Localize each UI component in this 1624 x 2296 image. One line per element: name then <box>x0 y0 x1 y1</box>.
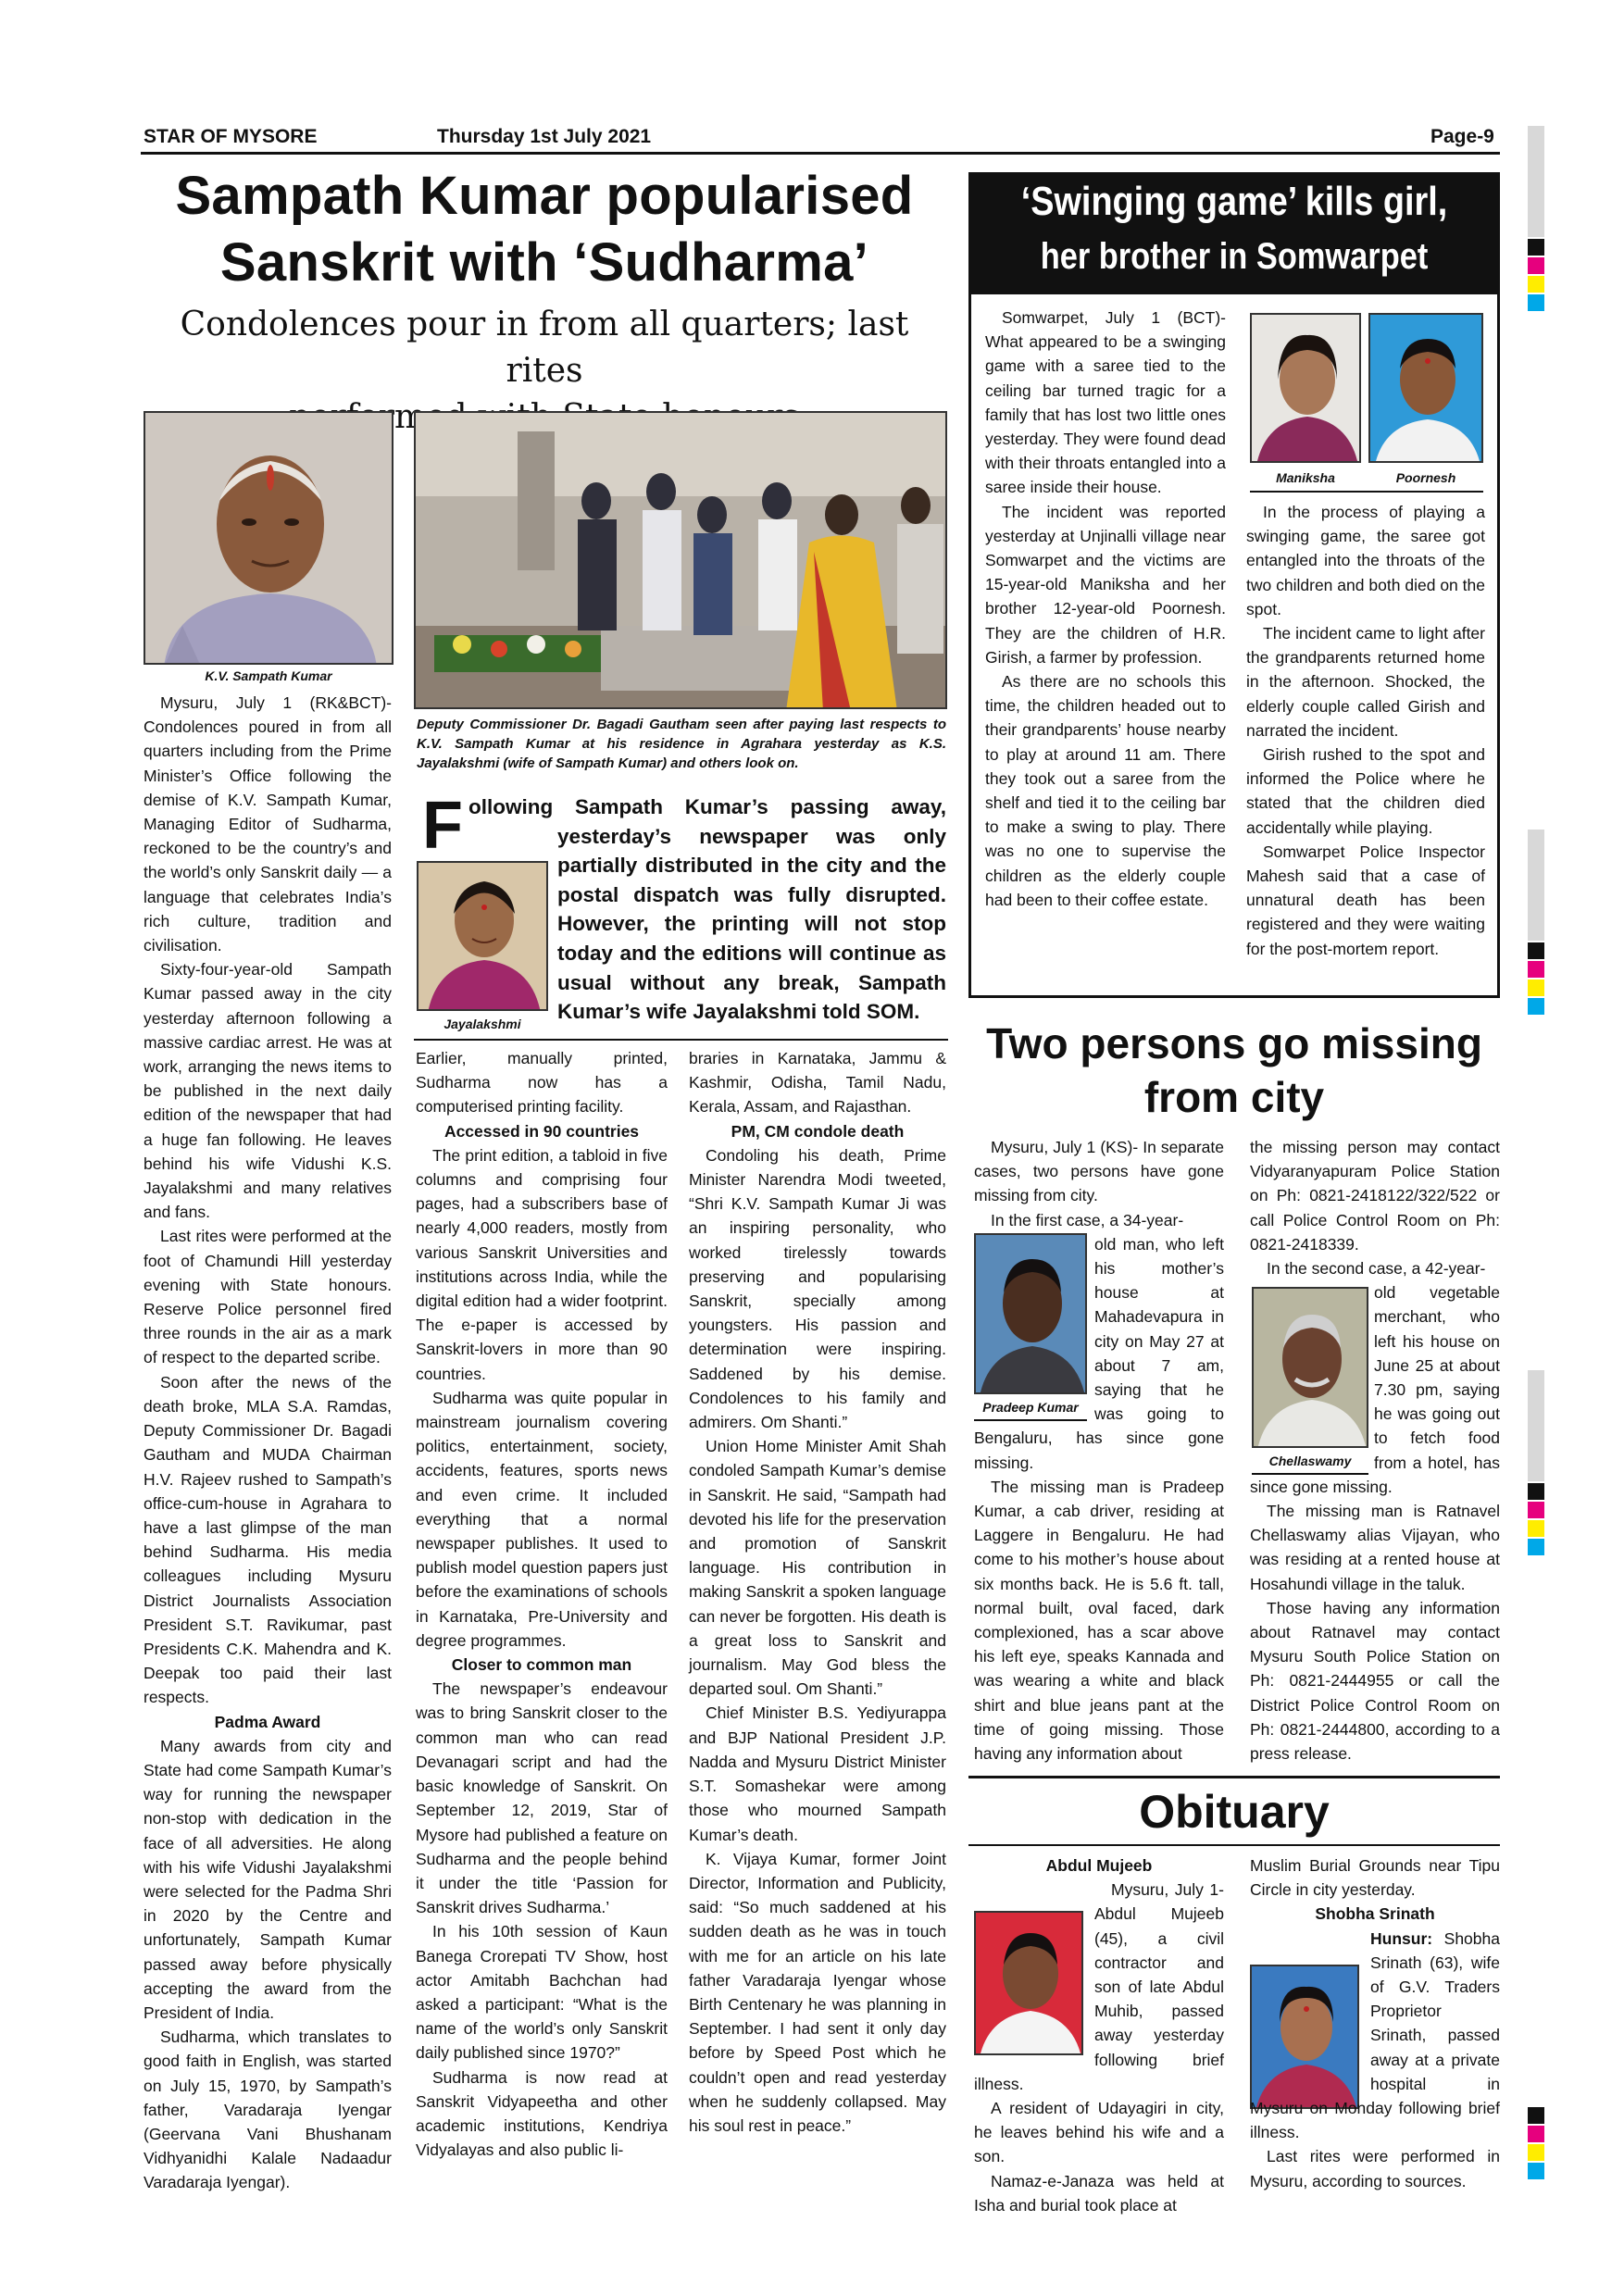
lead-c1-p3: Last rites were performed at the foot of Chamundi Hill yesterday evening with State honours. Reserve Police personnel fired three rounds in the air as a mark of respect to the departed scribe. <box>144 1227 392 1367</box>
print-mark-magenta-3 <box>1528 1502 1544 1518</box>
print-mark-magenta-4 <box>1528 2126 1544 2142</box>
swing-l-p1: Somwarpet, July 1 (BCT)- What appeared to be a swinging game with a saree tied to the ceiling bar turned tragic for a family that has lost two little ones yesterday. They were found dead with their throats entangled into a saree inside their house. <box>985 308 1226 497</box>
swing-r-p2: The incident came to light after the grandparents returned home in the afternoon. Shocked, the elderly couple called Girish and narrated the incident. <box>1246 624 1485 740</box>
lead-c2-p2: The print edition, a tabloid in five columns and comprising four pages, had a subscribers base of nearly 4,000 readers, mostly from various Sanskrit Universities and institutions across India, while the digital edition had a wider footprint. The e-paper is accessed by Sanskrit-lovers in more than 90 countries. <box>416 1145 668 1383</box>
missing-headline <box>968 1017 1500 1124</box>
print-mark-black-2 <box>1528 942 1544 959</box>
obit-l-p2: A resident of Udayagiri in city, he leaves behind his wife and a son. <box>974 2099 1224 2166</box>
print-mark-cyan-1 <box>1528 294 1544 311</box>
obit-name-shobha: Shobha Srinath <box>1315 1904 1435 1924</box>
missing-column-right <box>1250 1135 1500 1766</box>
obituary-bottom-rule <box>968 1844 1500 1846</box>
intro-rule <box>414 1039 948 1041</box>
swing-r-p4: Somwarpet Police Inspector Mahesh said that a case of unnatural death has been registered and they were waiting for the post-mortem report. <box>1246 842 1485 958</box>
obit-r-p2: Last rites were performed in Mysuru, according to sources. <box>1250 2147 1500 2190</box>
obituary-heading: Obituary <box>1139 1786 1330 1838</box>
lead-c1-p2: Sixty-four-year-old Sampath Kumar passed away in the city yesterday afternoon following a massive cardiac arrest. He was at work, arranging the news items to be published in the next daily edition of the newspaper that had a huge fan following. He leaves behind his wife Vidushi K.S. Jayalakshmi and many relatives and fans. <box>144 960 392 1222</box>
issue-date: Thursday 1st July 2021 <box>437 126 652 147</box>
print-mark-yellow-1 <box>1528 276 1544 293</box>
lead-c1-p6: Sudharma, which translates to good faith in English, was started on July 15, 1970, by Sampath’s father, Varadaraja Iyengar (Geervana Vani Bhushanam Vidhyanidhi Kalale Nadaadur Varadaraja Iyengar). <box>144 2028 392 2192</box>
lead-c2-p4: The newspaper’s endeavour was to bring Sanskrit closer to the common man who can read Devanagari script and had the basic knowledge of Sanskrit. On September 12, 2019, Star of Mysore had published a feature on Sudharma and the people behind it under the title ‘Passion for Sanskrit drives Sudharma.’ <box>416 1679 668 1917</box>
swing-headline-line1: ‘Swinging game’ kills girl, <box>1020 179 1448 224</box>
lead-column-2 <box>416 1046 668 2162</box>
subhead-padma: Padma Award <box>214 1712 321 1731</box>
missing-column-left <box>974 1135 1224 1766</box>
poornesh-photo <box>1368 313 1483 463</box>
missing-l-p3: The missing man is Pradeep Kumar, a cab driver, residing at Laggere in Bengaluru. He had come to his mother’s house about six months back. He is 5.6 ft. tall, normal built, oval faced, dark complexioned, has a scar above his left eye, speaks Kannada and was wearing a white and black shirt and blue jeans pant at the time of going missing. Those having any information about <box>974 1477 1224 1764</box>
missing-l-p2a: In the first case, a 34-year- <box>991 1210 1184 1229</box>
swing-l-p2: The incident was reported yesterday at Unjinalli village near Somwarpet and the victims are 15-year-old Maniksha and her brother 12-year-old Poornesh. They are the children of H.R. Girish, a farmer by profession. <box>985 502 1226 667</box>
swing-r-p1: In the process of playing a swinging game, the saree got entangled into the throats of the two children and both died on the spot. <box>1246 503 1485 618</box>
jayalakshmi-label: Jayalakshmi <box>443 1017 521 1031</box>
print-mark-cyan-3 <box>1528 1539 1544 1555</box>
missing-r-p4: Those having any information about Ratnavel may contact Mysuru South Police Station on Ph: 0821-2444955 or call the District Police Control Room on Ph: 0821-2444800, according to a press release. <box>1250 1598 1500 1764</box>
lead-c1-p4: Soon after the news of the death broke, MLA S.A. Ramdas, Deputy Commissioner Dr. Bagadi Gautham and MUDA Chairman H.V. Rajeev rushed to Sampath’s office-cum-house in Agrahara to have a last glimpse of the man behind Sudharma. His media colleagues including Mysuru District Journalists Association President S.T. Ravikumar, past Presidents C.K. Mahendra and K. Deepak too paid their last respects. <box>144 1372 392 1707</box>
missing-r-p3: The missing man is Ratnavel Chellaswamy alias Vijayan, who was residing at a rented house at Hosahundi village in the taluk. <box>1250 1502 1500 1593</box>
print-mark-grey-1 <box>1528 126 1544 237</box>
print-mark-magenta-2 <box>1528 961 1544 978</box>
header-rule <box>141 152 1500 155</box>
swing-headline-line2: her brother in Somwarpet <box>1040 236 1429 277</box>
lead-c3-p3: Union Home Minister Amit Shah condoled Sampath Kumar’s demise in Sanskrit. He said, “Sampath had devoted his life for the preservation and promotion of Sanskrit language. His contribution in making Sanskrit a spoken language can never be forgotten. His death is a great loss to Sanskrit and journalism. May God bless the departed soul. Om Shanti.” <box>689 1437 946 1699</box>
page-number: Page-9 <box>1430 126 1494 147</box>
intro-text: ollowing Sampath Kumar’s passing away, yesterday’s newspaper was only partially distributed in the city and the postal dispatch was fully disrupted. However, the printing will not stop today and the editions will continue as usual without any break, Sampath Kumar’s wife Jayalakshmi told SOM. <box>468 795 946 1024</box>
missing-r-p2b: old vegetable merchant, who left his house on June 25 at about 7.30 pm, saying he was going out to fetch food from a hotel, has since gone missing. <box>1250 1283 1500 1496</box>
print-mark-yellow-4 <box>1528 2144 1544 2161</box>
swing-l-p3: As there are no schools this time, the children headed out to their grandparents’ house nearby to play at around 11 am. There they took out a saree from the shelf and tied it to the ceiling bar to make a swing to play. There was no one to supervise the children as the elderly couple had been to their coffee estate. <box>985 672 1226 909</box>
missing-r-p2a: In the second case, a 42-year- <box>1267 1259 1486 1279</box>
lead-headline-line2: Sanskrit with ‘Sudharma’ <box>219 232 869 293</box>
intro-text-wrap <box>422 789 946 1028</box>
lead-c2-p6: Sudharma is now read at Sanskrit Vidyapeetha and other academic institutions, Kendriya Vidyalayas and also public li- <box>416 2067 668 2160</box>
obituary-column-right <box>1250 1853 1500 2193</box>
obituary-top-rule <box>968 1776 1500 1778</box>
lead-c3-p4: Chief Minister B.S. Yediyurappa and BJP National President J.P. Nadda and Mysuru District Minister S.T. Somashekar were among those who mourned Sampath Kumar’s death. <box>689 1703 946 1844</box>
subhead-pm-cm: PM, CM condole death <box>731 1121 905 1141</box>
print-mark-black-4 <box>1528 2107 1544 2124</box>
portrait-caption: K.V. Sampath Kumar <box>205 668 332 683</box>
maniksha-photo <box>1250 313 1361 463</box>
subhead-accessed: Accessed in 90 countries <box>443 1121 640 1141</box>
obituary-column-left <box>974 1853 1224 2217</box>
funeral-photo <box>414 411 947 709</box>
missing-l-p2b: old man, who left his mother’s house at Mahadevapura in city on May 27 at about 7 am, saying that he was going to Bengaluru, has since gone missing. <box>974 1234 1224 1472</box>
obit-l-p3: Namaz-e-Janaza was held at Isha and burial took place at <box>974 2171 1224 2215</box>
lead-headline <box>141 163 948 296</box>
swing-column-right <box>1246 500 1485 961</box>
subhead-closer: Closer to common man <box>451 1655 632 1675</box>
lead-c3-p2: Condoling his death, Prime Minister Narendra Modi tweeted, “Shri K.V. Sampath Kumar Ji was an inspiring personality, who worked tirelessly towards preserving and popularising Sanskrit, specially among youngsters. His passion and determination were inspiring. Saddened by his demise. Condolences to his family and admirers. Om Shanti.” <box>689 1145 946 1432</box>
chellaswamy-label: Chellaswamy <box>1268 1454 1352 1468</box>
lead-column-1 <box>144 691 392 2195</box>
obit-place-hunsur: Hunsur: <box>1370 1928 1433 1948</box>
portrait-illustration <box>145 413 394 665</box>
lead-c2-p3: Sudharma was quite popular in mainstream journalism covering politics, entertainment, society, accidents, features, sports news and even crime. It included everything that a normal newspaper publishes. It used to publish model question papers just before the examinations of schools in Karnataka, Pre-University and degree programmes. <box>416 1388 668 1650</box>
obit-r-p1: Shobha Srinath (63), wife of G.V. Traders Proprietor Srinath, passed away at a private hospital in Mysuru on Monday following brief illness. <box>1250 1928 1500 2142</box>
swing-column-left <box>985 306 1226 912</box>
missing-headline-line2: from city <box>1143 1073 1325 1121</box>
print-mark-black-3 <box>1528 1483 1544 1500</box>
lead-deck-line1: Condolences pour in from all quarters; last rites <box>180 306 909 390</box>
obit-name-abdul: Abdul Mujeeb <box>1045 1856 1153 1875</box>
maniksha-label: Maniksha <box>1276 470 1335 485</box>
portrait-photo <box>144 411 394 665</box>
lead-c3-p5: K. Vijaya Kumar, former Joint Director, Information and Publicity, said: “So much saddened at his sudden death as he was in touch with me for an article on his late father Varadaraja Iyengar whose Birth Centenary he was planning in September. I had sent it only day before by Speed Post which he couldn’t open and read yesterday when he suddenly collapsed. May his soul rest in peace.” <box>689 1849 946 2135</box>
missing-r-p1: the missing person may contact Vidyaranyapuram Police Station on Ph: 0821-2418122/322/522 or call Police Control Room on Ph: 0821-2418339. <box>1250 1138 1500 1254</box>
pradeep-label: Pradeep Kumar <box>982 1400 1079 1415</box>
paper-name: STAR OF MYSORE <box>144 126 318 147</box>
lead-c1-p1: Mysuru, July 1 (RK&BCT)- Condolences poured in from all quarters including from the Prime Minister’s Office following the demise of K.V. Sampath Kumar, Managing Editor of Sudharma, reckoned to be the country’s and the world’s only Sanskrit daily — a language that celebrates India’s rich culture, tradition and civilisation. <box>144 693 392 955</box>
print-mark-yellow-3 <box>1528 1520 1544 1537</box>
lead-c2-p1: Earlier, manually printed, Sudharma now has a computerised printing facility. <box>416 1049 668 1117</box>
funeral-photo-illustration <box>416 413 947 709</box>
obit-r-p0: Muslim Burial Grounds near Tipu Circle in city yesterday. <box>1250 1856 1500 1900</box>
lead-column-3 <box>689 1046 946 2138</box>
lead-c2-p5: In his 10th session of Kaun Banega Crorepati TV Show, host actor Amitabh Bachchan had asked a participant: “What is the name of the world’s only Sanskrit daily published since 1970?” <box>416 1922 668 2063</box>
print-mark-black-1 <box>1528 239 1544 256</box>
print-mark-grey-3 <box>1528 1370 1544 1481</box>
poornesh-label: Poornesh <box>1395 470 1456 485</box>
print-mark-cyan-4 <box>1528 2163 1544 2179</box>
funeral-photo-caption: Deputy Commissioner Dr. Bagadi Gautham seen after paying last respects to K.V. Sampath Kumar at his residence in Agrahara yesterday as K.S. Jayalakshmi (wife of Sampath Kumar) and others look on. <box>417 717 946 771</box>
lead-c1-p5: Many awards from city and State had come Sampath Kumar’s way for running the newspaper non-stop with dedication in the face of all adversities. He along with his wife Vidushi Jayalakshmi were selected for the Padma Shri in 2020 by the Centre and unfortunately, Sampath Kumar passed away before physically accepting the award from the President of India. <box>144 1736 392 2022</box>
missing-headline-line1: Two persons go missing <box>986 1019 1482 1067</box>
lead-c3-p1: braries in Karnataka, Jammu & Kashmir, Odisha, Tamil Nadu, Kerala, Assam, and Rajasthan. <box>689 1049 946 1117</box>
print-mark-grey-2 <box>1528 830 1544 941</box>
obit-l-p1: Mysuru, July 1- Abdul Mujeeb (45), a civil contractor and son of late Abdul Muhib, passed away yesterday following brief illness. <box>974 1880 1224 2093</box>
swing-photo-rule <box>1250 491 1483 493</box>
print-mark-cyan-2 <box>1528 998 1544 1015</box>
intro-dropcap: F <box>422 789 463 863</box>
lead-headline-line1: Sampath Kumar popularised <box>175 166 914 226</box>
poornesh-illustration <box>1370 315 1483 463</box>
swing-banner <box>968 172 1500 294</box>
swing-r-p3: Girish rushed to the spot and informed the Police where he stated that the children died accidentally while playing. <box>1246 745 1485 837</box>
print-mark-magenta-1 <box>1528 257 1544 274</box>
print-mark-yellow-2 <box>1528 980 1544 996</box>
maniksha-illustration <box>1252 315 1361 463</box>
missing-l-p1: Mysuru, July 1 (KS)- In separate cases, two persons have gone missing from city. <box>974 1138 1224 1205</box>
